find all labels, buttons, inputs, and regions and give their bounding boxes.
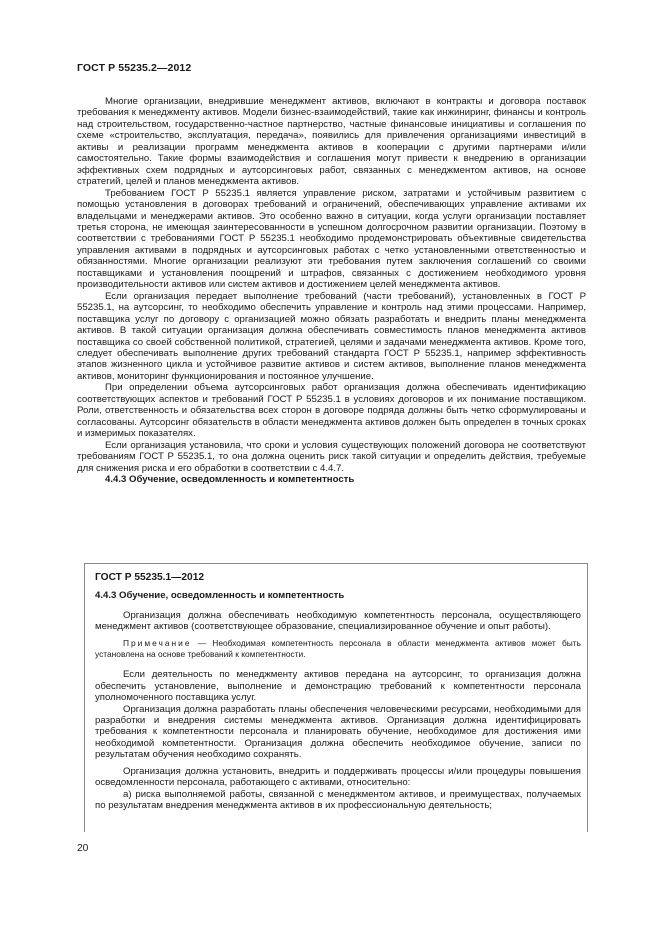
quoted-paragraph: Если деятельность по менеджменту активов передана на аутсорсинг, то организация должна обеспечить установление, выполнение и демонстрацию требований к компетентности персонала уполномоченного поставщика услуг. bbox=[95, 669, 581, 704]
section-heading: 4.4.3 Обучение, осведомленность и компетентность bbox=[105, 473, 355, 485]
quoted-section-heading: 4.4.3 Обучение, осведомленность и компетентность bbox=[95, 590, 345, 602]
paragraph: Требованием ГОСТ Р 55235.1 является управление риском, затратами и устойчивым развитием с помощью установления в договорах требований и ограничений, обеспечивающих управление активами их владельцами и менеджерами активов. Это особенно важно в ситуации, когда услуги организации поставляет третья сторона, не имеющая заинтересованности в успешном долгосрочном развитии организации. Поэтому в соответствии с требованиями ГОСТ Р 55235.1 необходимо продемонстрировать объективные свидетельства управления активами в подрядных и аутсорсинговых работах с четко установленными ответственностью и обязанностями. Многие организации реализуют эти требования путем заключения соглашений со своими поставщиками и установления поощрений и штрафов, связанных с достижением необходимого уровня производительности активов или систем активов и достижением целей менеджмента активов. bbox=[77, 187, 586, 291]
page-header-doc-id: ГОСТ Р 55235.2—2012 bbox=[77, 62, 192, 74]
quoted-standard-id: ГОСТ Р 55235.1—2012 bbox=[95, 572, 205, 583]
page-number: 20 bbox=[77, 843, 89, 854]
quoted-list-item: а) риска выполняемой работы, связанной с менеджментом активов, и преимуществах, получаемых по результатам внедрения менеджмента активов в их профессиональную деятельность; bbox=[95, 788, 581, 812]
main-text bbox=[77, 96, 586, 486]
quoted-paragraph: Организация должна обеспечивать необходимую компетентность персонала, осуществляющего менеджмент активов (соответствующее образование, специализированное обучение и опыт работы). bbox=[95, 609, 581, 633]
paragraph: При определении объема аутсорсинговых работ организация должна обеспечивать идентификацию соответствующих аспектов и требований ГОСТ Р 55235.1 в условиях договоров и их понимание поставщиком. Роли, ответственность и обязательства всех сторон в договоре подряда должны быть четко сформулированы и согласованы. Аутсорсинг обязательств в области менеджмента активов должен быть определен в точных сроках и измеримых показателях. bbox=[77, 382, 586, 440]
note-text: — Необходимая компетентность персонала в области менеджмента активов может быть установлена на основе требований к компетентности. bbox=[95, 637, 581, 660]
quoted-standard-box bbox=[84, 563, 588, 832]
quoted-standard-content bbox=[95, 572, 581, 812]
note-label: Примечание bbox=[123, 637, 192, 648]
paragraph: Если организация установила, что сроки и условия существующих положений договора не соответствуют требованиям ГОСТ Р 55235.1, то она должна оценить риск такой ситуации и определить действия, требуемые для снижения риска и его обработки в соответствии с 4.4.7. bbox=[77, 439, 586, 474]
quoted-paragraph: Организация должна установить, внедрить и поддерживать процессы и/или процедуры повышения осведомленности персонала, работающего с активами, относительно: bbox=[95, 765, 581, 789]
paragraph: Если организация передает выполнение требований (части требований), установленных в ГОСТ Р 55235.1, на аутсорсинг, то необходимо обеспечить управление и контроль над этими процессами. Например, поставщика услуг по договору с организацией можно обязать разработать и внедрить планы менеджмента активов. В такой ситуации организация должна обеспечивать совместимость планов менеджмента активов поставщика со своей собственной политикой, стратегией, целями и задачами менеджмента активов. Кроме того, следует обеспечивать выполнение других требований стандарта ГОСТ Р 55235.1, например эффективность этапов жизненного цикла и устойчивое развитие активов и систем активов, выполнение планов менеджмента активов, мониторинг функционирования и постоянное улучшение. bbox=[77, 290, 586, 382]
quoted-paragraph: Организация должна разработать планы обеспечения человеческими ресурсами, необходимыми для разработки и внедрения системы менеджмента активов. Организация должна идентифицировать требования к компетентности персонала и планировать обучение, необходимое для достижения ими необходимой компетентности. Организация должна обеспечить необходимое обучение, записи по результатам обучения необходимо сохранять. bbox=[95, 703, 581, 761]
paragraph: Многие организации, внедрившие менеджмент активов, включают в контракты и договора поставок требования к менеджменту активов. Модели бизнес-взаимодействий, такие как инжиниринг, финансы и контроль над строительством, государственно-частное партнерство, частные финансовые инициативы и соглашения по схеме «строительство, эксплуатация, передача», появились для привлечения организациями инвестиций в активы и реализации программ менеджмента активов в кооперации с другими партнерами и/или самостоятельно. Такие формы взаимодействия и соглашения могут привести к внедрению в организации эффективных схем подрядных и аутсорсинговых работ, связанных с менеджментом активов, на основе стратегий, целей и планов менеджмента активов. bbox=[77, 96, 586, 188]
note bbox=[95, 638, 581, 660]
